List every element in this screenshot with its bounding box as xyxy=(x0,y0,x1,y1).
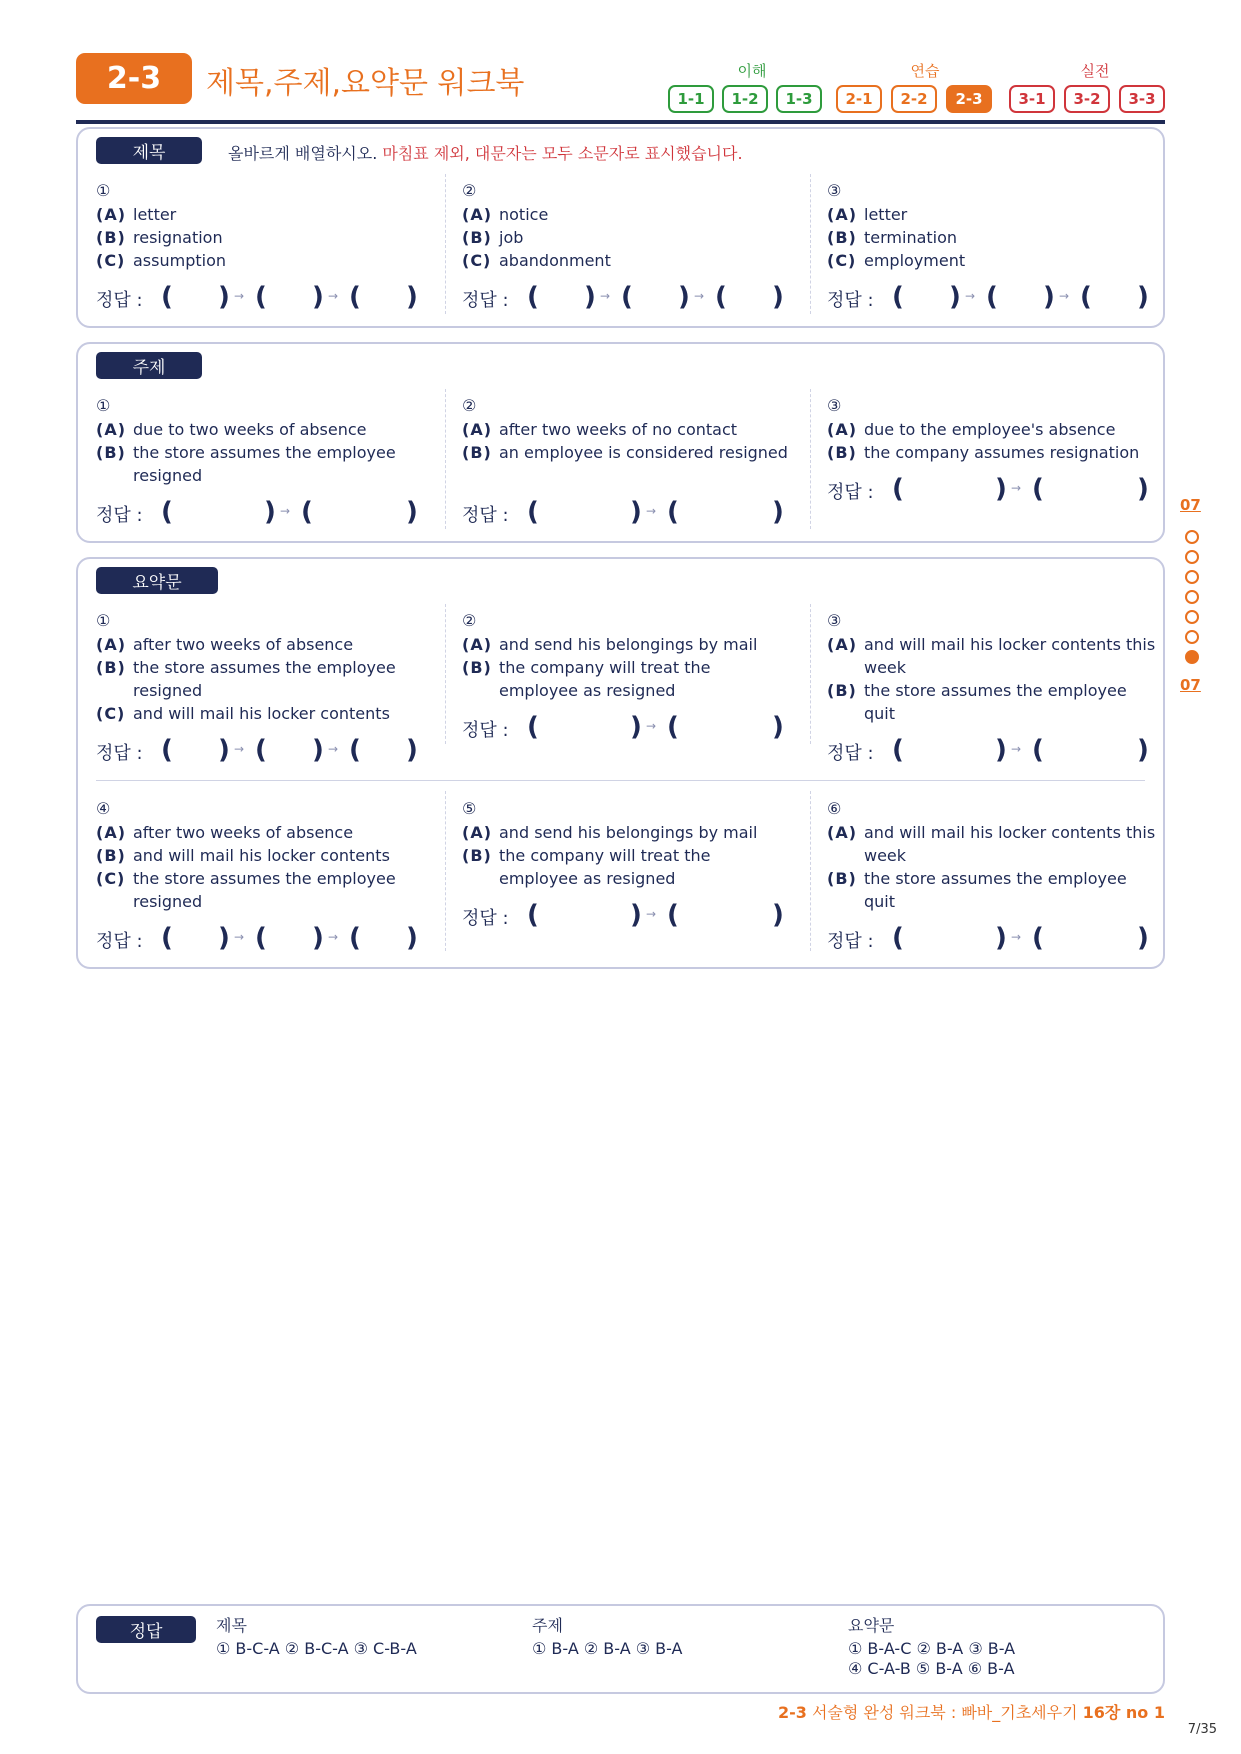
page-title: 제목,주제,요약문 워크북 xyxy=(206,66,525,101)
question-number: ② xyxy=(462,181,477,200)
question-number: ② xyxy=(462,611,477,630)
nav-group-label-practice: 연습 xyxy=(910,62,940,80)
option-b: (B) the store assumes the employee resigned xyxy=(96,658,396,700)
instruction-text: 올바르게 배열하시오. xyxy=(228,144,378,163)
column-divider xyxy=(810,389,811,529)
section-tag: 주제 xyxy=(96,352,202,379)
instruction-note: 마침표 제외, 대문자는 모두 소문자로 표시했습니다. xyxy=(382,144,743,163)
question-2 xyxy=(462,181,792,321)
option-c: (C) assumption xyxy=(96,251,227,270)
option-a: (A) due to two weeks of absence xyxy=(96,420,367,439)
nav-button-3-3[interactable]: 3-3 xyxy=(1119,85,1165,113)
question-6 xyxy=(827,799,1157,959)
question-number: ③ xyxy=(827,611,842,630)
option-a: (A) and will mail his locker contents this week xyxy=(827,823,1156,865)
footer xyxy=(778,1700,1165,1723)
question-number: ⑤ xyxy=(462,799,477,818)
answer-blank[interactable]: 정답 : ( ) → ( ) xyxy=(462,712,784,742)
answer-blank[interactable]: 정답 : ( ) → ( ) xyxy=(827,735,1149,765)
option-b: (B) resignation xyxy=(96,228,223,247)
column-divider xyxy=(445,389,446,529)
section-badge: 2-3 xyxy=(76,53,192,104)
column-divider xyxy=(445,604,446,744)
nav-button-2-3[interactable]: 2-3 xyxy=(946,85,992,113)
option-a: (A) letter xyxy=(96,205,177,224)
option-a: (A) letter xyxy=(827,205,908,224)
instruction xyxy=(228,141,743,164)
nav-button-3-1[interactable]: 3-1 xyxy=(1009,85,1055,113)
option-a: (A) due to the employee's absence xyxy=(827,420,1116,439)
nav-button-1-3[interactable]: 1-3 xyxy=(776,85,822,113)
answer-key-heading: 주제 xyxy=(532,1616,563,1635)
column-divider xyxy=(445,174,446,314)
question-5 xyxy=(462,799,792,959)
option-b: (B) the store assumes the employee quit xyxy=(827,681,1127,723)
footer-text: 서술형 완성 워크북 : 빠바_기초세우기 xyxy=(806,1703,1083,1722)
answer-blank[interactable]: 정답 : ( ) → ( ) → ( ) xyxy=(96,923,418,953)
page-number: 7/35 xyxy=(1187,1722,1217,1737)
progress-dot[interactable] xyxy=(1185,570,1199,584)
option-a: (A) after two weeks of absence xyxy=(96,823,354,842)
answer-key-topic xyxy=(532,1616,683,1659)
question-2 xyxy=(462,611,792,771)
question-number: ① xyxy=(96,396,111,415)
progress-dot[interactable] xyxy=(1185,530,1199,544)
option-b: (B) the company will treat the employee as resigned xyxy=(462,846,711,888)
progress-dot-current[interactable] xyxy=(1185,650,1199,664)
nav-group-label-understand: 이해 xyxy=(737,62,767,80)
answer-key-heading: 요약문 xyxy=(848,1616,895,1635)
question-number: ⑥ xyxy=(827,799,842,818)
answer-blank[interactable]: 정답 : ( ) → ( ) → ( ) xyxy=(827,282,1149,312)
question-2 xyxy=(462,396,792,536)
answer-blank[interactable]: 정답 : ( ) → ( ) xyxy=(462,497,784,527)
question-3 xyxy=(827,396,1157,536)
nav-button-2-1[interactable]: 2-1 xyxy=(836,85,882,113)
question-1 xyxy=(96,611,426,771)
answer-key-line: ① B-A ② B-A ③ B-A xyxy=(532,1639,683,1658)
answer-key-heading: 제목 xyxy=(216,1616,247,1635)
question-number: ③ xyxy=(827,396,842,415)
summary-section xyxy=(76,557,1165,969)
topic-section xyxy=(76,342,1165,543)
option-a: (A) and send his belongings by mail xyxy=(462,635,758,654)
column-divider xyxy=(810,791,811,951)
option-b: (B) termination xyxy=(827,228,958,247)
option-a: (A) and send his belongings by mail xyxy=(462,823,758,842)
answer-blank[interactable]: 정답 : ( ) → ( ) xyxy=(462,900,784,930)
option-a: (A) after two weeks of no contact xyxy=(462,420,738,439)
section-tag: 제목 xyxy=(96,137,202,164)
answer-key-tag: 정답 xyxy=(96,1616,196,1643)
answer-blank[interactable]: 정답 : ( ) → ( ) xyxy=(96,497,418,527)
option-b: (B) the store assumes the employee quit xyxy=(827,869,1127,911)
title-section xyxy=(76,127,1165,328)
footer-prefix: 2-3 xyxy=(777,1703,807,1722)
option-c: (C) and will mail his locker contents xyxy=(96,704,390,723)
nav-button-1-2[interactable]: 1-2 xyxy=(722,85,768,113)
option-c: (C) employment xyxy=(827,251,966,270)
progress-dot[interactable] xyxy=(1185,550,1199,564)
option-a: (A) after two weeks of absence xyxy=(96,635,354,654)
answer-blank[interactable]: 정답 : ( ) → ( ) xyxy=(827,923,1149,953)
answer-key xyxy=(76,1604,1165,1694)
nav-button-2-2[interactable]: 2-2 xyxy=(891,85,937,113)
column-divider xyxy=(810,174,811,314)
side-chapter-number-top: 07 xyxy=(1180,496,1201,514)
nav-button-1-1[interactable]: 1-1 xyxy=(668,85,714,113)
option-b: (B) job xyxy=(462,228,524,247)
section-tag: 요약문 xyxy=(96,567,218,594)
question-3 xyxy=(827,181,1157,321)
answer-key-title xyxy=(216,1616,417,1659)
question-1 xyxy=(96,181,426,321)
option-b: (B) the store assumes the employee resigned xyxy=(96,443,396,485)
option-a: (A) and will mail his locker contents this week xyxy=(827,635,1156,677)
answer-key-line: ④ C-A-B ⑤ B-A ⑥ B-A xyxy=(848,1659,1015,1678)
answer-blank[interactable]: 정답 : ( ) → ( ) → ( ) xyxy=(96,282,418,312)
progress-dot[interactable] xyxy=(1185,590,1199,604)
answer-blank[interactable]: 정답 : ( ) → ( ) → ( ) xyxy=(96,735,418,765)
answer-key-line: ① B-A-C ② B-A ③ B-A xyxy=(848,1639,1016,1658)
column-divider xyxy=(810,604,811,744)
option-c: (C) the store assumes the employee resigned xyxy=(96,869,396,911)
option-c: (C) abandonment xyxy=(462,251,611,270)
answer-blank[interactable]: 정답 : ( ) → ( ) → ( ) xyxy=(462,282,784,312)
question-number: ① xyxy=(96,181,111,200)
option-b: (B) and will mail his locker contents xyxy=(96,846,390,865)
question-1 xyxy=(96,396,426,536)
question-3 xyxy=(827,611,1157,771)
question-number: ③ xyxy=(827,181,842,200)
option-a: (A) notice xyxy=(462,205,549,224)
progress-dot[interactable] xyxy=(1185,610,1199,624)
question-4 xyxy=(96,799,426,959)
column-divider xyxy=(445,791,446,951)
answer-key-line: ① B-C-A ② B-C-A ③ C-B-A xyxy=(216,1639,417,1658)
question-number: ② xyxy=(462,396,477,415)
progress-dot[interactable] xyxy=(1185,630,1199,644)
footer-bold: 16장 no 1 xyxy=(1082,1703,1165,1722)
nav-group-label-real: 실전 xyxy=(1080,62,1110,80)
header-rule xyxy=(76,120,1165,124)
answer-blank[interactable]: 정답 : ( ) → ( ) xyxy=(827,474,1149,504)
question-number: ④ xyxy=(96,799,111,818)
option-b: (B) the company assumes resignation xyxy=(827,443,1140,462)
side-chapter-number-bottom: 07 xyxy=(1180,676,1201,694)
question-number: ① xyxy=(96,611,111,630)
row-divider xyxy=(96,780,1145,781)
nav-button-3-2[interactable]: 3-2 xyxy=(1064,85,1110,113)
answer-key-summary xyxy=(848,1616,1015,1679)
option-b: (B) an employee is considered resigned xyxy=(462,443,788,462)
option-b: (B) the company will treat the employee as resigned xyxy=(462,658,711,700)
